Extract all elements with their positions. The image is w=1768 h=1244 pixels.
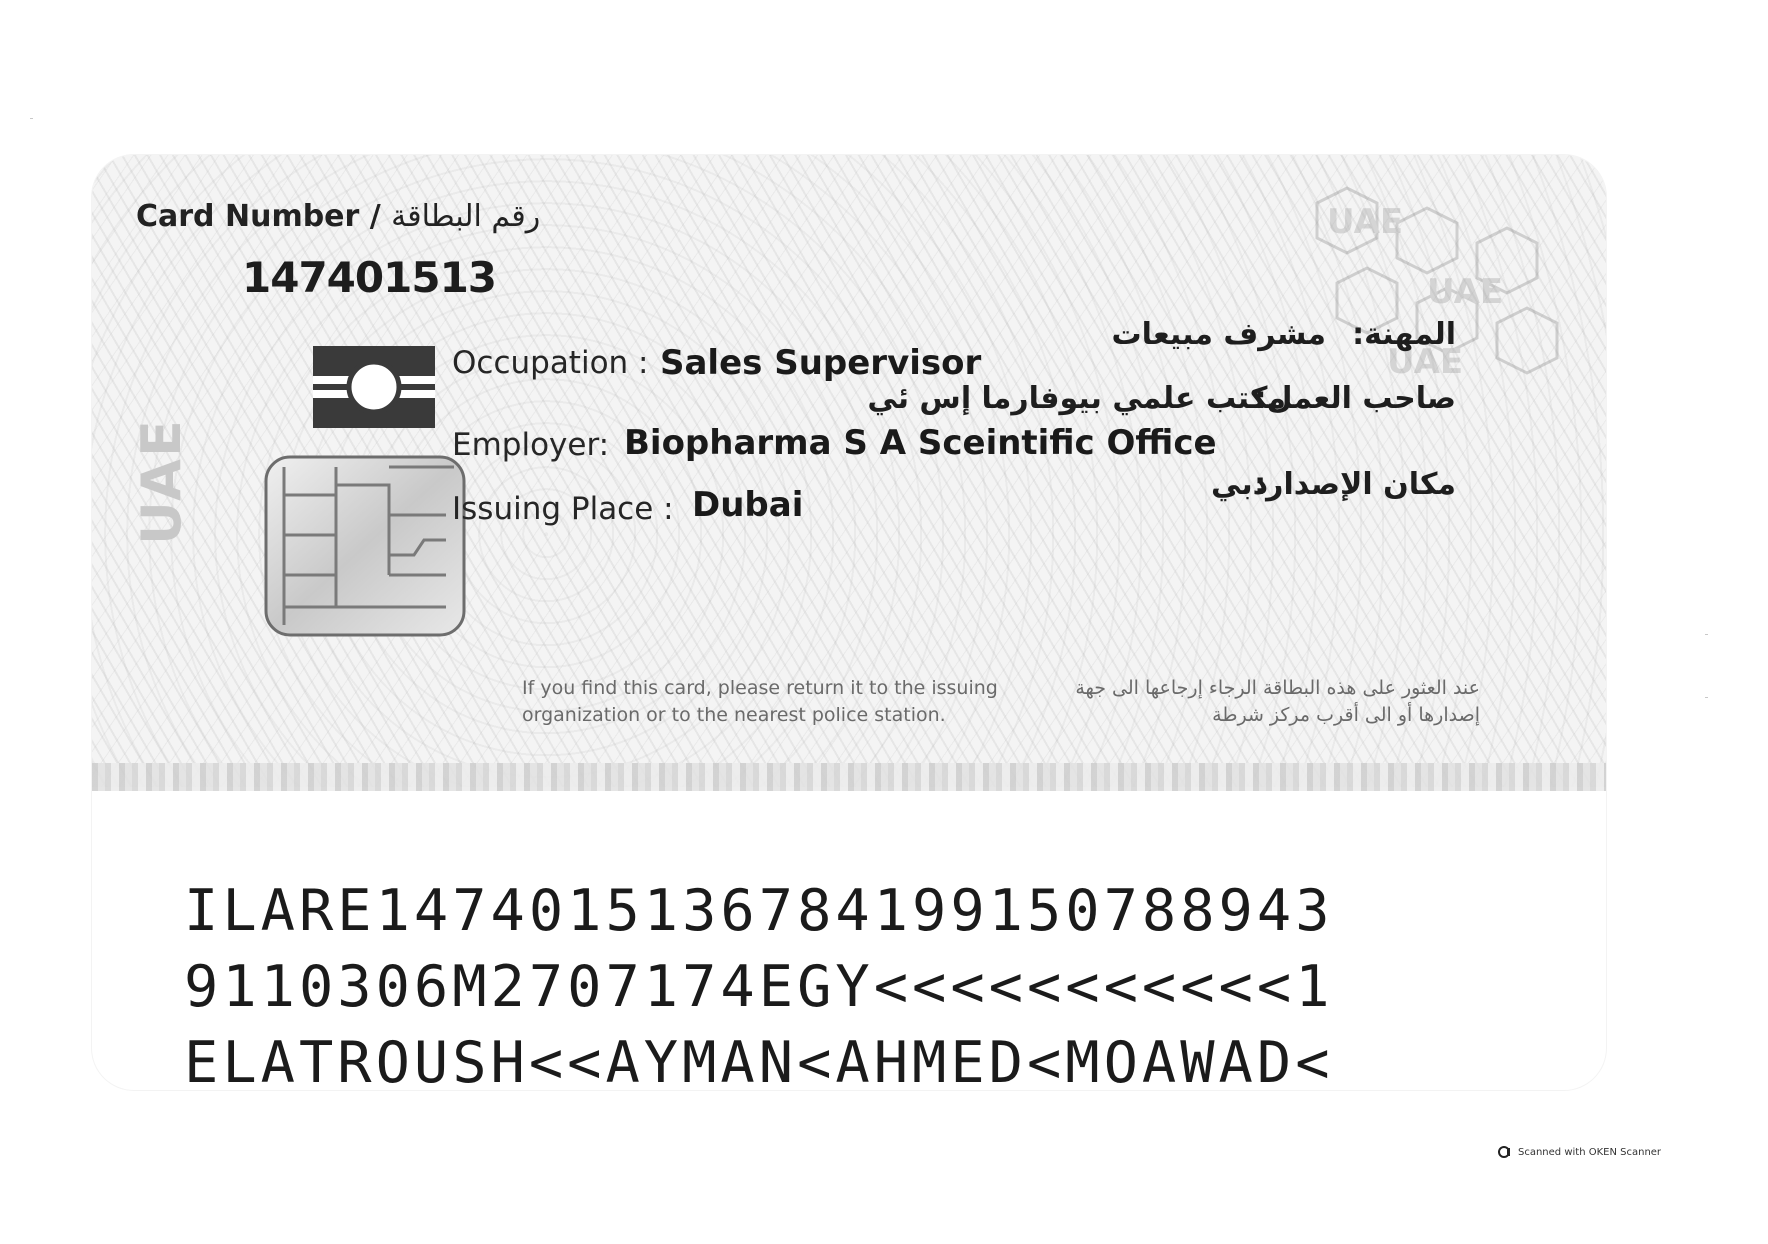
watermark-letters: UAE <box>1427 272 1504 312</box>
employer-label-ar: صاحب العمل: <box>1254 381 1456 416</box>
employer-value-ar: مكتب علمي بيوفارما إس ئي <box>867 381 1286 416</box>
country-vertical-mark: UAE <box>130 418 193 545</box>
mrz-line-1: ILARE147401513678419915078894З <box>184 878 1334 944</box>
return-notice-en: If you find this card, please return it to the issuing organization or to the nearest police station. <box>522 677 998 726</box>
scan-speck <box>1705 634 1708 635</box>
card-number-label-en: Card Number / <box>136 199 381 234</box>
card-number-label <box>136 199 540 234</box>
watermark-letters: UAE <box>1327 202 1404 242</box>
employer-value: Biopharma S A Sceintific Office <box>624 423 1217 463</box>
issuing-place-value: Dubai <box>692 485 804 525</box>
card-number-label-ar: رقم البطاقة <box>391 199 541 234</box>
occupation-value-ar: مشرف مبيعات <box>1111 317 1326 352</box>
occupation-label-ar: المهنة: <box>1352 317 1456 352</box>
scan-speck <box>30 118 33 119</box>
scanner-text: Scanned with OKEN Scanner <box>1518 1146 1662 1158</box>
contactless-symbol-icon <box>313 346 435 428</box>
occupation-label: Occupation : <box>452 345 649 381</box>
uae-watermark-pattern <box>1277 183 1587 413</box>
watermark-letters: UAE <box>1387 342 1464 382</box>
issuing-place-label-ar: مكان الإصدار: <box>1254 467 1456 502</box>
machine-readable-zone <box>184 873 1584 1090</box>
card-number-value: 147401513 <box>242 253 497 302</box>
scanner-watermark <box>1498 1144 1661 1160</box>
mrz-line-3: ELATROUSH<<AYMAN<AHMED<MOAWAD< <box>184 1030 1334 1090</box>
issuing-place-label: Issuing Place : <box>452 491 674 527</box>
id-card-back <box>92 155 1606 1090</box>
issuing-place-value-ar: دبي <box>1210 467 1268 502</box>
scanner-logo-icon <box>1498 1145 1512 1159</box>
employer-label: Employer: <box>452 427 610 463</box>
mrz-line-2: 9110306M2707174EGY<<<<<<<<<<<1 <box>184 954 1334 1020</box>
card-printed-strip <box>92 763 1606 791</box>
occupation-value: Sales Supervisor <box>660 343 982 383</box>
return-notice-ar: عند العثور على هذه البطاقة الرجاء إرجاعها الى جهة إصدارها أو الى أقرب مركز شرطة <box>1075 677 1480 726</box>
scan-speck <box>1705 697 1708 698</box>
smart-chip-icon <box>264 455 466 637</box>
